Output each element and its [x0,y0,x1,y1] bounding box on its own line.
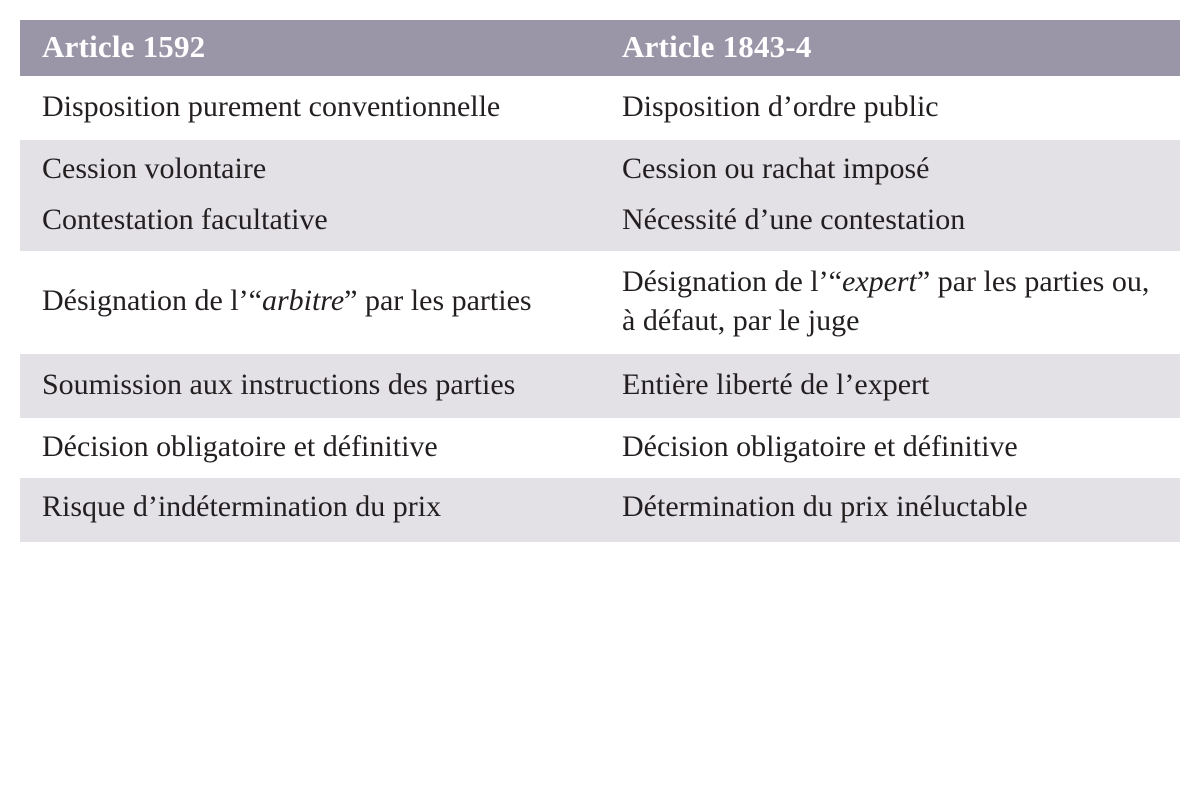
table-cell [20,251,600,354]
cell-text-suffix: ” par les parties ou, à défaut, par le juge [622,265,1150,337]
column-header-article-1843-4: Article 1843-4 [600,20,1180,76]
table-row [20,418,1180,477]
table-row [20,251,1180,354]
table-header [20,20,1180,76]
table-cell: Disposition purement conventionnelle [20,76,600,140]
table-cell: Entière liberté de l’expert [600,354,1180,418]
table-row [20,76,1180,140]
table-cell: Risque d’indétermination du prix [20,478,600,542]
table-cell: Nécessité d’une contestation [600,195,1180,251]
cell-text-prefix: Désignation de l’“ [622,265,842,299]
comparison-table [20,20,1180,542]
table-body [20,76,1180,542]
table-cell [600,251,1180,354]
cell-text-prefix: Désignation de l’“ [42,284,262,318]
table-header-row [20,20,1180,76]
table-cell: Cession ou rachat imposé [600,140,1180,194]
table-cell: Cession volontaire [20,140,600,194]
cell-text-emphasis: arbitre [261,284,345,318]
table-cell: Décision obligatoire et définitive [600,418,1180,477]
table-cell: Décision obligatoire et définitive [20,418,600,477]
table-cell: Soumission aux instructions des parties [20,354,600,418]
cell-text-suffix: ” par les parties [344,284,532,318]
table-cell: Contestation facultative [20,195,600,251]
cell-text-emphasis: expert [841,265,917,299]
table-cell: Détermination du prix inéluctable [600,478,1180,542]
table-row [20,195,1180,251]
column-header-article-1592: Article 1592 [20,20,600,76]
table-row [20,140,1180,194]
table-row [20,478,1180,542]
table-cell: Disposition d’ordre public [600,76,1180,140]
table-row [20,354,1180,418]
